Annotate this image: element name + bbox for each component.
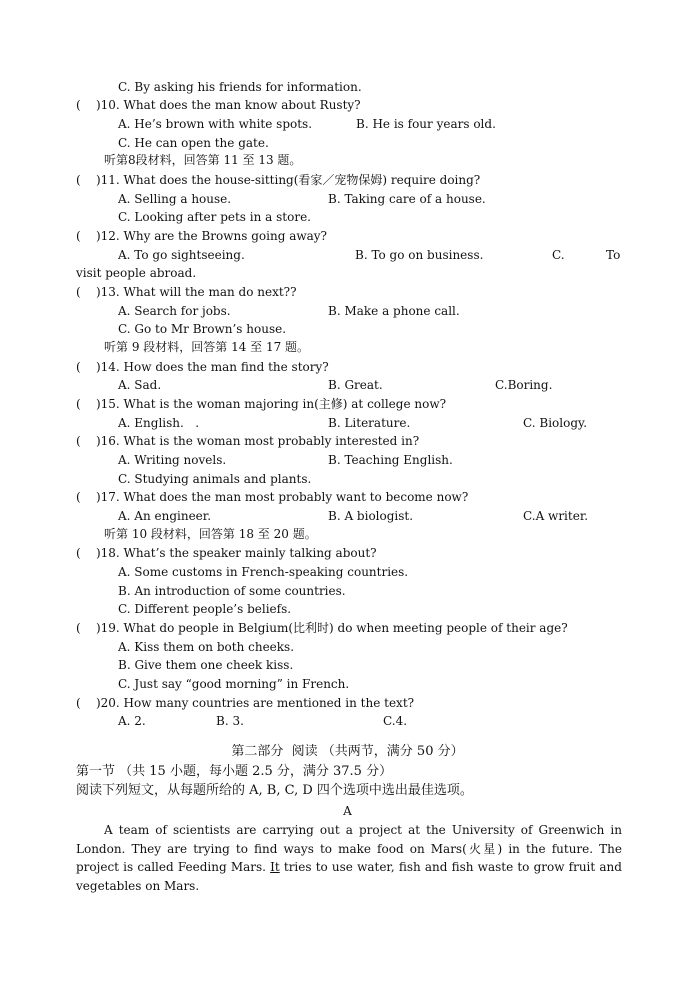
- reading-part-title: 第二部分 阅读 （共两节，满分 50 分）: [231, 744, 464, 759]
- q14-option-b: B. Great.: [328, 378, 383, 392]
- q12-option-c-continued: visit people abroad.: [76, 266, 197, 280]
- question-15: [76, 397, 446, 411]
- q19-option-c: C. Just say “good morning” in French.: [118, 677, 350, 691]
- question-10: [76, 98, 361, 112]
- q14-option-a: A. Sad.: [118, 378, 162, 392]
- q20-prefix: ( )20.: [76, 696, 120, 710]
- question-19: [76, 621, 568, 635]
- q13-option-b: B. Make a phone call.: [328, 304, 460, 318]
- q12-prefix: ( )12.: [76, 229, 120, 243]
- q9-option-c: C. By asking his friends for information.: [118, 80, 362, 94]
- q20-text: How many countries are mentioned in the text?: [123, 696, 415, 710]
- q19-text: What do people in Belgium(比利时) do when meeting people of their age?: [123, 621, 568, 635]
- q17-prefix: ( )17.: [76, 490, 120, 504]
- q14-option-c: C.Boring.: [495, 378, 553, 392]
- question-20: [76, 696, 414, 710]
- question-14: [76, 360, 329, 374]
- section-9-heading: 听第 9 段材料，回答第 14 至 17 题。: [104, 340, 310, 354]
- q16-text: What is the woman most probably interested in?: [123, 434, 420, 448]
- reading-section-1-heading: 第一节 （共 15 小题，每小题 2.5 分，满分 37.5 分）: [76, 764, 393, 779]
- passage-label: A: [343, 804, 352, 818]
- question-18: [76, 546, 377, 560]
- q11-option-b: B. Taking care of a house.: [328, 192, 486, 206]
- question-16: [76, 434, 419, 448]
- q16-option-a: A. Writing novels.: [118, 453, 227, 467]
- q20-option-c: C.4.: [383, 714, 408, 728]
- q10-text: What does the man know about Rusty?: [123, 98, 361, 112]
- q13-text: What will the man do next??: [123, 285, 297, 299]
- q10-prefix: ( )10.: [76, 98, 120, 112]
- passage-underlined-it: It: [270, 860, 280, 874]
- question-12: [76, 229, 327, 243]
- q13-option-a: A. Search for jobs.: [118, 304, 231, 318]
- q10-option-a: A. He’s brown with white spots.: [118, 117, 313, 131]
- q10-option-b: B. He is four years old.: [356, 117, 496, 131]
- q16-prefix: ( )16.: [76, 434, 120, 448]
- q14-text: How does the man find the story?: [123, 360, 329, 374]
- q11-text: What does the house-sitting(看家／宠物保姆) require doing?: [123, 173, 481, 187]
- q18-option-a: A. Some customs in French-speaking countries.: [118, 565, 409, 579]
- passage-paragraph: [76, 821, 622, 895]
- q18-option-b: B. An introduction of some countries.: [118, 584, 346, 598]
- q15-option-c: C. Biology.: [523, 416, 588, 430]
- question-11: [76, 173, 480, 187]
- q12-option-a: A. To go sightseeing.: [118, 248, 245, 262]
- q17-option-a: A. An engineer.: [118, 509, 212, 523]
- section-10-heading: 听第 10 段材料，回答第 18 至 20 题。: [104, 527, 317, 541]
- q20-option-a: A. 2.: [118, 714, 146, 728]
- q11-option-c: C. Looking after pets in a store.: [118, 210, 311, 224]
- q18-prefix: ( )18.: [76, 546, 120, 560]
- question-13: [76, 285, 297, 299]
- q12-option-c-label: C.: [552, 248, 565, 262]
- q16-option-c: C. Studying animals and plants.: [118, 472, 312, 486]
- q20-option-b: B. 3.: [216, 714, 244, 728]
- q12-option-b: B. To go on business.: [355, 248, 484, 262]
- q11-prefix: ( )11.: [76, 173, 120, 187]
- q16-option-b: B. Teaching English.: [328, 453, 453, 467]
- question-17: [76, 490, 468, 504]
- q18-option-c: C. Different people’s beliefs.: [118, 602, 292, 616]
- q13-option-c: C. Go to Mr Brown’s house.: [118, 322, 287, 336]
- q15-option-a: A. English. .: [118, 416, 200, 430]
- q12-text: Why are the Browns going away?: [123, 229, 327, 243]
- q14-prefix: ( )14.: [76, 360, 120, 374]
- q10-option-c: C. He can open the gate.: [118, 136, 269, 150]
- q17-option-c: C.A writer.: [523, 509, 589, 523]
- q11-option-a: A. Selling a house.: [118, 192, 232, 206]
- q12-option-c-start: To: [606, 248, 621, 262]
- q17-text: What does the man most probably want to become now?: [123, 490, 469, 504]
- q15-text: What is the woman majoring in(主修) at college now?: [123, 397, 447, 411]
- q17-option-b: B. A biologist.: [328, 509, 414, 523]
- passage-text-part1: A team of scientists are carrying out a project at the University of Greenwich in London. They are trying to find ways to make food on Mars(火星) in the future. The project is called Feeding Mars.: [76, 823, 622, 874]
- q13-prefix: ( )13.: [76, 285, 120, 299]
- section-8-heading: 听第8段材料，回答第 11 至 13 题。: [104, 153, 302, 167]
- q19-prefix: ( )19.: [76, 621, 120, 635]
- q15-option-b: B. Literature.: [328, 416, 411, 430]
- q19-option-a: A. Kiss them on both cheeks.: [118, 640, 295, 654]
- reading-instruction: 阅读下列短文，从每题所给的 A, B, C, D 四个选项中选出最佳选项。: [76, 783, 473, 798]
- q19-option-b: B. Give them one cheek kiss.: [118, 658, 294, 672]
- q15-prefix: ( )15.: [76, 397, 120, 411]
- q18-text: What’s the speaker mainly talking about?: [123, 546, 377, 560]
- passage-text-part2: tries to use water, fish and fish waste to grow fruit and vegetables on Mars.: [76, 860, 622, 893]
